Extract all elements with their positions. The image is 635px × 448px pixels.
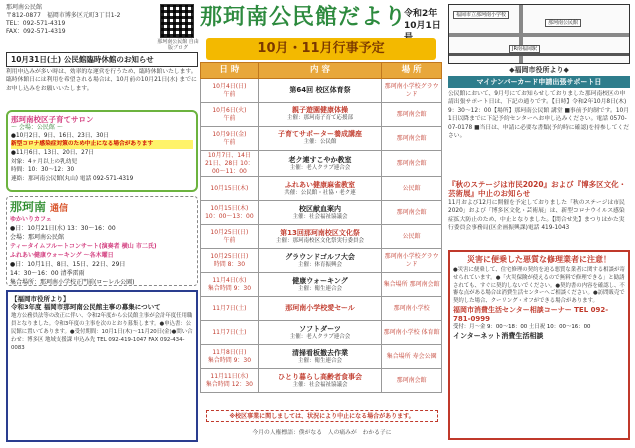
schedule-organizer: 主催：衛生連合会 [298,285,343,292]
schedule-row [201,225,442,249]
schedule-row [201,345,442,369]
schedule-time: 時間 8：30 [213,260,246,268]
schedule-event: 第13回那珂南校区文化祭 [280,228,360,237]
naka-item: ゆかいりカフェ [10,216,52,224]
qr-code-icon[interactable] [160,4,194,38]
schedule-date-cell [201,225,259,249]
schedule-header-place: 場 所 [382,63,442,79]
schedule-place: 公民館 [382,177,442,201]
schedule-row [201,79,442,103]
schedule-date-cell [201,297,259,321]
schedule-event: 那珂南小学校愛セール [285,304,355,313]
schedule-event: ソフトダーツ [299,324,341,333]
naka-item: ティータイムフルートコンサート(演奏者 横山 市二氏) [10,243,157,251]
schedule-time: 10：00～13：00 [205,212,254,220]
schedule-event: ふれあい健康麻雀教室 [285,180,355,189]
recruit-body: 地方公務員法等の改正に伴い、令和2年度から公民館主事が会計年度任用職員となりました。令和3年度の主事を次のとおり募集します。●申込書：公民館に置いてあります。●受付期間：10月1日(木)～11月20日(金)●問い合わせ：博多区 地域支援課 申込み先 TEL 092-419-1047 FAX 092-434-0083 [11,313,193,351]
naka-item: 14：30～16：00 清季雷雨 [10,270,85,278]
schedule-organizer: 主催：公民館 [303,139,337,146]
schedule-date: 10月15日(木) [210,205,249,213]
schedule-date: 11月11日(水) [210,373,249,381]
schedule-date: 10月9日(金) [212,130,247,138]
naka-item: 会場：那珂南公民館 [10,234,65,242]
schedule-date-cell [201,103,259,127]
schedule-row [201,321,442,345]
fraud-hours: 受付：月～金 9：00～18：00 土日祝 10：00～16：00 [453,323,591,330]
newsletter-title: 那珂南公民館だより [200,4,408,30]
schedule-date: 11月8日(日) [212,349,247,357]
schedule-row [201,103,442,127]
schedule-time: 集合時間 12：30 [205,380,253,388]
schedule-place: 那珂南会館 [382,369,442,393]
schedule-date: 10月25日(日) [210,229,249,237]
schedule-date-cell [201,321,259,345]
schedule-event: 老ク連すこやか教室 [288,155,352,164]
schedule-row [201,273,442,297]
schedule-date: 10月4日(日) [212,82,247,90]
closure-body: 利用申込みが多い時は、効率的な運営を行うため、臨時休館いたします。臨時休館日には利用を希望される場合は、10月前の10月21日(水) までにお申し込みをお願いいたします。 [6,69,197,92]
salon-line: ●10月2日、9日、16日、23日、30日 [11,132,110,139]
address-line-2: 〒812-0877 福岡市博多区元町3丁目1-2 [6,12,121,20]
footer-slogan: 今月の人権標語：僕がなる 人の痛みが わかる子に [252,430,392,436]
schedule-organizer: 主催：老人クラブ連合会 [289,333,351,340]
naka-item: 集合場所：那珂南小学校正門前(ローレル公園) [10,279,135,287]
naka-news-title [10,200,194,215]
salon-venue: ～ 会場：公民館 ～ [11,124,63,132]
fraud-warning-box [448,250,630,440]
schedule-event: 親子遊園健康体操 [292,106,348,115]
schedule-date-cell [201,249,259,273]
schedule-date-cell [201,127,259,151]
schedule-date-cell [201,273,259,297]
schedule-date-cell [201,345,259,369]
schedule-row [201,369,442,393]
schedule-event: ひとり暮らし高齢者食事会 [278,372,362,381]
schedule-event: グラウンドゴルフ大会 [285,252,355,261]
schedule-place: 集合場所 寿会公園 [382,345,442,369]
schedule-time: 集合時間 9：30 [207,284,252,292]
schedule-event: 第64回 校区体育祭 [289,85,351,94]
schedule-organizer: 主催：体育振興会 [298,261,343,268]
naka-item: ●日：10月1日、8日、15日、22日、29日 [10,261,126,269]
schedule-table [200,62,442,393]
art-body: 11月および12月に開催を予定しておりました「秋のステージは市民2020」および「博多区文化・芸術展」は、新型コロナウイルス感染症拡大防止のため、中止となりました。【問合せ先】まつりはかた実行委員会事務局(区企画振興課)電話 419-1043 [448,199,625,231]
schedule-time: 午前 [223,114,236,122]
map-road-h [449,33,630,37]
fraud-tel: 福岡市消費生活センター相談コーナー TEL 092-781-0999 [453,306,609,323]
schedule-content-cell [258,345,381,369]
schedule-time: 午前 [223,90,236,98]
salon-box [6,110,198,192]
map-label-hall: 那珂南公民館 [545,19,581,27]
address-line-4: FAX：092-571-4319 [6,28,66,36]
schedule-content-cell [258,369,381,393]
fraud-footer-link[interactable]: インターネット消費生活相談 [453,332,544,341]
city-heading: ◆福岡市役所より◆ [509,66,569,74]
schedule-time: 集合時間 9：30 [207,356,252,364]
schedule-event: 子育てサポーター養成講座 [278,130,362,139]
naka-item: ●日：10月21日(水) 13：30～16：00 [10,225,116,233]
schedule-organizer: 共催：公民館・社協・老ク連 [284,189,356,196]
schedule-place: 集合場所 那珂南会館 [382,273,442,297]
city-body: 公民館において、9月号にてお知らせしておりました那珂南校区の申請出張サポート日は、下記の通りです。【日時】令和2年10月8日(木) 9：30～12：00【場所】那珂南公民館 講堂 ■事前予約制です。10月1日以降までに下記予約センターへお申し込みください。電話 0570-07-0178 ■当日は、申請に必要な書類(予約時に確認)を持参してください。 [448,91,630,139]
schedule-content-cell [258,127,381,151]
schedule-place: 那珂南小学校グラウンド [382,249,442,273]
schedule-date-cell [201,201,259,225]
qr-caption: 那珂南公民館 自由版ブログ [157,39,199,52]
schedule-organizer: 主催：老人クラブ連合会 [289,164,351,171]
schedule-row [201,151,442,177]
fraud-title: 災害に便乗した悪質な修理業者に注意！ [467,255,611,264]
schedule-body [201,79,442,393]
schedule-place: 那珂南会館 [382,103,442,127]
recruit-heading: 【福岡市役所より】 [11,295,70,303]
art-title: 『秋のステージは市民2020』および『博多区文化・芸術展』中止のお知らせ [448,180,627,199]
salon-line: 時間：10：30～12：30 [11,167,75,174]
schedule-organizer: 主催：社会福祉協議会 [292,381,348,388]
schedule-place: 那珂南会館 [382,151,442,177]
schedule-date: 11月7日(土) [212,304,247,312]
schedule-time: 21日、28日 10：00～11：00 [204,159,254,175]
schedule-place: 那珂南小学校グラウンド [382,79,442,103]
salon-line: 連絡：那珂南公民館(丸山) 電話 092-571-4319 [11,175,134,182]
schedule-date-cell [201,79,259,103]
schedule-place: 那珂南会館 [382,201,442,225]
schedule-date: 10月6日(火) [212,106,247,114]
schedule-content-cell [258,249,381,273]
schedule-row [201,297,442,321]
issue-era: 令和2年 [404,9,438,19]
schedule-content-cell [258,201,381,225]
schedule-event: 清掃看板撤去作業 [292,348,348,357]
address-line-3: TEL：092-571-4319 [6,20,66,28]
schedule-content-cell [258,225,381,249]
salon-line: ●11月6日、13日、20日、27日 [11,149,95,156]
schedule-content-cell [258,79,381,103]
city-subheading: マイナンバーカード申請出張サポート日 [448,76,630,88]
schedule-organizer: 主催：社会福祉協議会 [292,213,348,220]
schedule-row [201,201,442,225]
schedule-content-cell [258,321,381,345]
schedule-place: 公民館 [382,225,442,249]
schedule-date-cell [201,151,259,177]
map-label-school: 福岡市立那珂南小学校 [453,11,509,19]
schedule-note: ※校区事業に関しましては、状況により中止になる場合があります。 [206,410,438,422]
schedule-header-date: 日 時 [201,63,259,79]
schedule-date-cell [201,369,259,393]
salon-title: 那珂南校区子育てサロン [11,115,94,124]
schedule-date: 11月4日(水) [212,277,247,285]
schedule-place: 那珂南小学校 体育館 [382,321,442,345]
schedule-event: 健康ウォーキング [292,276,348,285]
schedule-event: 校区献血案内 [299,204,341,213]
schedule-row [201,249,442,273]
schedule-content-cell [258,103,381,127]
schedule-place: 那珂南会館 [382,127,442,151]
closure-heading: 10月31日(土) 公民館臨時休館のお知らせ [6,52,198,67]
naka-title-suffix: 通信 [50,204,69,214]
fraud-body: ●災害に便乗して、住宅修理の契約を迫る悪質な業者に関する相談が寄せられています。●「火災保険が使えるので無料で修理できる」と勧誘されても、すぐに契約しないでください。●契約書の内容を確認し、不審な点がある場合は消費生活センターへご相談ください。●訪問販売で契約した場合、クーリング・オフができる場合があります。 [453,267,625,305]
schedule-date: 10月25日(日) [210,253,249,261]
schedule-content-cell [258,297,381,321]
events-title-banner: 10月・11月行事予定 [206,38,436,60]
schedule-content-cell [258,151,381,177]
schedule-date-cell [201,177,259,201]
schedule-header-content: 内 容 [258,63,381,79]
schedule-time: 午前 [223,236,236,244]
issue-date: 10月1日 [404,21,441,32]
schedule-row [201,127,442,151]
naka-title-main: 那珂南 [10,200,47,214]
schedule-row [201,177,442,201]
address-line-1: 那珂南公民館 [6,4,43,11]
art-cancel-notice [448,180,630,232]
schedule-organizer: 主催：那珂南校区文化祭実行委員会 [276,237,365,244]
schedule-date: 11月7日(土) [212,328,247,336]
naka-item: ふれあい健康ウォーキング ～各木曜日 [10,252,114,260]
salon-line: 対象：4ヶ月以上の乳幼児 [11,158,78,165]
access-map [448,4,630,64]
map-rail [449,53,630,56]
schedule-date: 10月15日(木) [210,184,249,192]
recruit-subheading: 令和3年度 福岡市那珂南公民館主事の募集について [11,303,161,312]
map-label-station: JR南福岡駅 [509,45,540,53]
naka-news-box [6,196,198,286]
schedule-organizer: 主催：那珂南子育て応援部 [287,115,354,122]
schedule-place: 那珂南小学校 [382,297,442,321]
schedule-content-cell [258,177,381,201]
schedule-time: 午前 [223,138,236,146]
recruit-box [6,290,198,442]
schedule-date: 10月7日、14日 [207,152,251,159]
header-address [6,4,156,36]
salon-warning: 新型コロナ感染症対策のため中止になる場合があります [11,140,193,149]
schedule-content-cell [258,273,381,297]
schedule-organizer: 主催：衛生連合会 [298,357,343,364]
